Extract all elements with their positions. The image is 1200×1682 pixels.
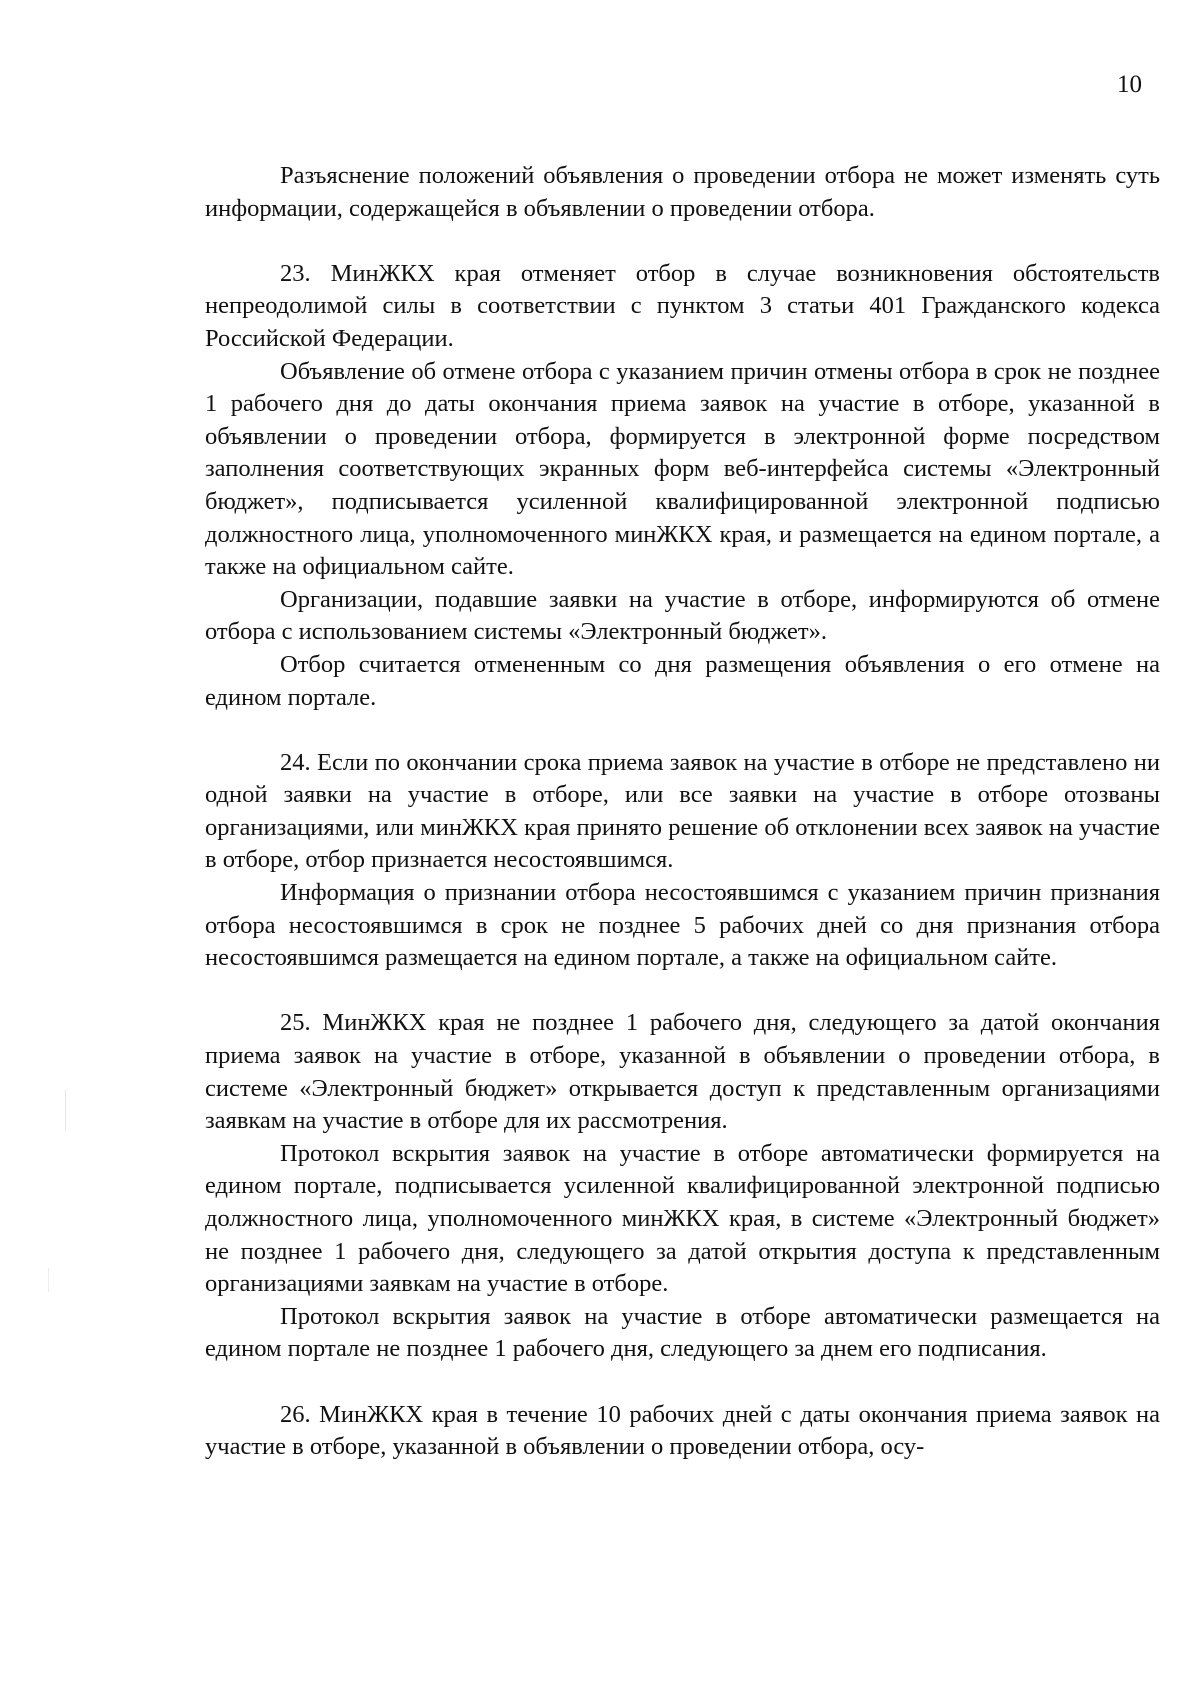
scan-artifact: [65, 1090, 66, 1130]
paragraph-clause-26: 26. МинЖКХ края в течение 10 рабочих дней с даты окончания приема заявок на участие в отборе, указанной в объявлении о проведении отбора, осу-: [205, 1400, 1160, 1461]
paragraph-clause-23: 23. МинЖКХ края отменяет отбор в случае возникновения обстоятельств непреодолимой силы в соответствии с пунктом 3 статьи 401 Гражданского кодекса Российской Федерации.: [205, 259, 1160, 352]
paragraph: Протокол вскрытия заявок на участие в отборе автоматически формируется на едином портале, подписывается усиленной квалифицированной электронной подписью должностного лица, уполномоченного минЖКХ края, в системе «Электронный бюджет» не позднее 1 рабочего дня, следующего за датой открытия доступа к представленным организациями заявкам на участие в отборе.: [205, 1139, 1160, 1298]
paragraph: Объявление об отмене отбора с указанием причин отмены отбора в срок не позднее 1 рабочего дня до даты окончания приема заявок на участие в отборе, указанной в объявлении о проведении отбора, формируется в электронной форме посредством заполнения соответствующих экранных форм веб-интерфейса системы «Электронный бюджет», подписывается усиленной квалифицированной электронной подписью должностного лица, уполномоченного минЖКХ края, и размещается на едином портале, а также на официальном сайте.: [205, 357, 1160, 581]
page-number: 10: [1117, 71, 1142, 98]
paragraph-clause-24: 24. Если по окончании срока приема заявок на участие в отборе не представлено ни одной заявки на участие в отборе, или все заявки на участие в отборе отозваны организациями, или минЖКХ края принято решение об отклонении всех заявок на участие в отборе, отбор признается несостоявшимся.: [205, 748, 1160, 874]
paragraph: Информация о признании отбора несостоявшимся с указанием причин признания отбора несостоявшимся в срок не позднее 5 рабочих дней со дня признания отбора несостоявшимся размещается на едином портале, а также на официальном сайте.: [205, 879, 1160, 972]
document-body: [205, 160, 1160, 1464]
paragraph: Организации, подавшие заявки на участие в отборе, информируются об отмене отбора с использованием системы «Электронный бюджет».: [205, 585, 1160, 646]
paragraph: Разъяснение положений объявления о проведении отбора не может изменять суть информации, содержащейся в объявлении о проведении отбора.: [205, 162, 1160, 222]
paragraph: Отбор считается отмененным со дня размещения объявления о его отмене на едином портале.: [205, 650, 1160, 711]
scan-artifact: [48, 1268, 49, 1292]
paragraph: Протокол вскрытия заявок на участие в отборе автоматически размещается на едином портале не позднее 1 рабочего дня, следующего за днем его подписания.: [205, 1302, 1160, 1363]
paragraph-clause-25: 25. МинЖКХ края не позднее 1 рабочего дня, следующего за датой окончания приема заявок на участие в отборе, указанной в объявлении о проведении отбора, в системе «Электронный бюджет» открывается доступ к представленным организациями заявкам на участие в отборе для их рассмотрения.: [205, 1009, 1160, 1135]
